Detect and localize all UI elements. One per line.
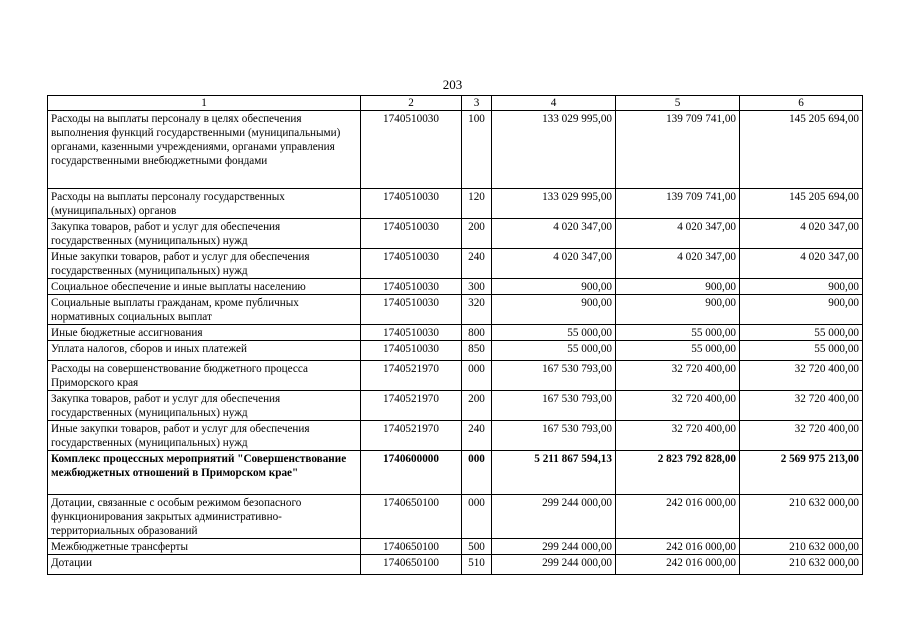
table-row: [48, 279, 863, 295]
row-sum-cell: 167 530 793,00: [492, 391, 616, 421]
table-row: [48, 295, 863, 325]
row-sum-cell: 139 709 741,00: [616, 189, 740, 219]
row-name-cell: Дотации: [48, 555, 361, 575]
row-type-cell: 120: [462, 189, 492, 219]
row-sum-cell: 4 020 347,00: [740, 249, 863, 279]
table-row: [48, 555, 863, 575]
table-row: [48, 341, 863, 361]
row-code-cell: 1740510030: [361, 189, 462, 219]
column-header: 3: [462, 96, 492, 111]
row-type-cell: 000: [462, 451, 492, 495]
row-name-cell: Иные бюджетные ассигнования: [48, 325, 361, 341]
table-row: [48, 391, 863, 421]
row-code-cell: 1740510030: [361, 325, 462, 341]
row-type-cell: 300: [462, 279, 492, 295]
row-sum-cell: 133 029 995,00: [492, 111, 616, 189]
row-name-cell: Межбюджетные трансферты: [48, 539, 361, 555]
row-sum-cell: 55 000,00: [616, 325, 740, 341]
page-number: 203: [442, 77, 463, 92]
row-sum-cell: 900,00: [492, 295, 616, 325]
row-code-cell: 1740510030: [361, 279, 462, 295]
row-sum-cell: 32 720 400,00: [740, 391, 863, 421]
row-sum-cell: 299 244 000,00: [492, 495, 616, 539]
row-name-cell: Расходы на выплаты персоналу государственных (муниципальных) органов: [48, 189, 361, 219]
row-type-cell: 850: [462, 341, 492, 361]
row-type-cell: 240: [462, 421, 492, 451]
row-sum-cell: 32 720 400,00: [740, 361, 863, 391]
row-name-cell: Комплекс процессных мероприятий "Совершенствование межбюджетных отношений в Приморском крае": [48, 451, 361, 495]
column-header: 1: [48, 96, 361, 111]
row-sum-cell: 32 720 400,00: [616, 421, 740, 451]
row-type-cell: 320: [462, 295, 492, 325]
row-type-cell: 100: [462, 111, 492, 189]
row-sum-cell: 32 720 400,00: [616, 391, 740, 421]
table-row: [48, 111, 863, 189]
row-sum-cell: 32 720 400,00: [740, 421, 863, 451]
row-code-cell: 1740510030: [361, 295, 462, 325]
row-name-cell: Социальное обеспечение и иные выплаты населению: [48, 279, 361, 295]
row-type-cell: 500: [462, 539, 492, 555]
table-row: [48, 495, 863, 539]
table-row: [48, 421, 863, 451]
row-sum-cell: 210 632 000,00: [740, 539, 863, 555]
row-sum-cell: 167 530 793,00: [492, 361, 616, 391]
row-name-cell: Уплата налогов, сборов и иных платежей: [48, 341, 361, 361]
row-sum-cell: 2 569 975 213,00: [740, 451, 863, 495]
row-sum-cell: 210 632 000,00: [740, 555, 863, 575]
row-name-cell: Расходы на выплаты персоналу в целях обеспечения выполнения функций государственными (муниципальными) органами, казенными учреждениями, органами управления государственными внебюджетными фондами: [48, 111, 361, 189]
row-sum-cell: 4 020 347,00: [492, 249, 616, 279]
row-code-cell: 1740650100: [361, 555, 462, 575]
table-row: [48, 219, 863, 249]
row-sum-cell: 145 205 694,00: [740, 189, 863, 219]
row-name-cell: Расходы на совершенствование бюджетного процесса Приморского края: [48, 361, 361, 391]
row-type-cell: 240: [462, 249, 492, 279]
row-sum-cell: 210 632 000,00: [740, 495, 863, 539]
row-sum-cell: 299 244 000,00: [492, 555, 616, 575]
row-code-cell: 1740521970: [361, 391, 462, 421]
row-type-cell: 800: [462, 325, 492, 341]
row-sum-cell: 55 000,00: [740, 325, 863, 341]
row-sum-cell: 900,00: [616, 279, 740, 295]
row-code-cell: 1740521970: [361, 421, 462, 451]
row-sum-cell: 55 000,00: [740, 341, 863, 361]
row-name-cell: Иные закупки товаров, работ и услуг для обеспечения государственных (муниципальных) нужд: [48, 249, 361, 279]
row-code-cell: 1740521970: [361, 361, 462, 391]
row-code-cell: 1740510030: [361, 249, 462, 279]
row-sum-cell: 242 016 000,00: [616, 495, 740, 539]
row-sum-cell: 4 020 347,00: [616, 219, 740, 249]
row-sum-cell: 900,00: [740, 295, 863, 325]
row-sum-cell: 4 020 347,00: [616, 249, 740, 279]
table-row: [48, 325, 863, 341]
column-header: 4: [492, 96, 616, 111]
row-code-cell: 1740510030: [361, 111, 462, 189]
row-code-cell: 1740600000: [361, 451, 462, 495]
row-sum-cell: 4 020 347,00: [740, 219, 863, 249]
row-code-cell: 1740650100: [361, 495, 462, 539]
row-type-cell: 200: [462, 391, 492, 421]
row-name-cell: Закупка товаров, работ и услуг для обеспечения государственных (муниципальных) нужд: [48, 391, 361, 421]
row-sum-cell: 2 823 792 828,00: [616, 451, 740, 495]
row-sum-cell: 55 000,00: [492, 341, 616, 361]
column-header: 5: [616, 96, 740, 111]
row-sum-cell: 900,00: [492, 279, 616, 295]
row-sum-cell: 32 720 400,00: [616, 361, 740, 391]
row-code-cell: 1740510030: [361, 341, 462, 361]
table-row: [48, 539, 863, 555]
row-sum-cell: 242 016 000,00: [616, 555, 740, 575]
row-type-cell: 000: [462, 361, 492, 391]
row-sum-cell: 167 530 793,00: [492, 421, 616, 451]
column-header: 6: [740, 96, 863, 111]
row-name-cell: Закупка товаров, работ и услуг для обеспечения государственных (муниципальных) нужд: [48, 219, 361, 249]
column-header: 2: [361, 96, 462, 111]
table-row: [48, 189, 863, 219]
row-code-cell: 1740650100: [361, 539, 462, 555]
row-sum-cell: 145 205 694,00: [740, 111, 863, 189]
row-sum-cell: 139 709 741,00: [616, 111, 740, 189]
table-row: [48, 249, 863, 279]
budget-table: [47, 95, 863, 575]
row-code-cell: 1740510030: [361, 219, 462, 249]
table-row: [48, 361, 863, 391]
row-type-cell: 510: [462, 555, 492, 575]
row-sum-cell: 55 000,00: [492, 325, 616, 341]
row-sum-cell: 4 020 347,00: [492, 219, 616, 249]
row-sum-cell: 242 016 000,00: [616, 539, 740, 555]
row-sum-cell: 133 029 995,00: [492, 189, 616, 219]
row-type-cell: 000: [462, 495, 492, 539]
row-sum-cell: 5 211 867 594,13: [492, 451, 616, 495]
row-name-cell: Иные закупки товаров, работ и услуг для обеспечения государственных (муниципальных) нужд: [48, 421, 361, 451]
row-name-cell: Социальные выплаты гражданам, кроме публичных нормативных социальных выплат: [48, 295, 361, 325]
table-header-row: [48, 96, 863, 111]
row-sum-cell: 900,00: [740, 279, 863, 295]
row-sum-cell: 900,00: [616, 295, 740, 325]
row-type-cell: 200: [462, 219, 492, 249]
row-sum-cell: 55 000,00: [616, 341, 740, 361]
table-row: [48, 451, 863, 495]
row-sum-cell: 299 244 000,00: [492, 539, 616, 555]
row-name-cell: Дотации, связанные с особым режимом безопасного функционирования закрытых административно-территориальных образований: [48, 495, 361, 539]
